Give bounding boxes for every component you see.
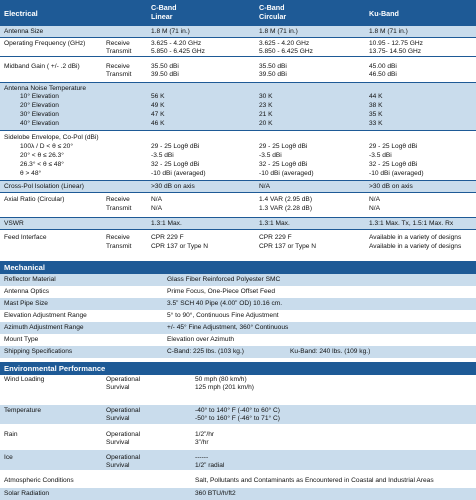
value-c3: 1.3:1 Max. Tx, 1.5:1 Max. Rx <box>369 220 454 227</box>
value-c3: 32 - 25 Logθ dBi <box>369 161 418 168</box>
value-c1: 1.8 M (71 in.) <box>151 28 190 35</box>
mechanical-header <box>0 261 476 274</box>
label: Midband Gain ( +/- .2 dBi) <box>4 63 80 70</box>
col-c-band-linear-1: C-Band <box>151 3 177 12</box>
label: VSWR <box>4 220 24 227</box>
value-c2-tx: 39.50 dBi <box>259 71 287 78</box>
col-ku-band: Ku-Band <box>369 9 399 18</box>
row-sidelobe-envelope <box>0 131 476 181</box>
electrical-header <box>0 0 476 26</box>
label: Azimuth Adjustment Range <box>4 324 84 331</box>
label: Antenna Optics <box>4 288 50 295</box>
value: 3.5” SCH 40 Pipe (4.00” OD) 10.16 cm. <box>167 300 283 307</box>
value-c1-tx: 5.850 - 6.425 GHz <box>151 48 205 55</box>
item-10: 10° Elevation <box>20 93 59 100</box>
value-c2-tx: 5.850 - 6.425 GHz <box>259 48 313 55</box>
sub-transmit: Transmit <box>106 48 132 55</box>
value-c1: -10 dBi (averaged) <box>151 170 206 177</box>
label: Temperature <box>4 407 42 414</box>
sub-operational: Operational <box>106 431 141 438</box>
value-c2: 20 K <box>259 120 273 127</box>
value-c2: 23 K <box>259 102 273 109</box>
value-c1: 49 K <box>151 102 165 109</box>
sub-operational: Operational <box>106 454 141 461</box>
value-c3-rx: 45.00 dBi <box>369 63 397 70</box>
row-rain <box>0 427 476 446</box>
row-antenna-size <box>0 26 476 38</box>
sub-receive: Receive <box>106 196 130 203</box>
value-c3: N/A <box>369 205 380 212</box>
row-ice <box>0 450 476 470</box>
value-c2: 1.3:1 Max. <box>259 220 290 227</box>
value-c1: N/A <box>151 205 162 212</box>
value-c1: N/A <box>151 196 162 203</box>
value-survival: 1/2” radial <box>195 462 225 469</box>
electrical-title: Electrical <box>4 9 38 18</box>
value: +/- 45° Fine Adjustment, 360° Continuous <box>167 324 289 331</box>
sub-transmit: Transmit <box>106 243 132 250</box>
row-antenna-optics <box>0 286 476 298</box>
row-wind-loading <box>0 375 476 394</box>
value-operational: 1/2”/hr <box>195 431 215 438</box>
value-c2: 21 K <box>259 111 273 118</box>
value-c3: >30 dB on axis <box>369 183 413 190</box>
label: Cross-Pol Isolation (Linear) <box>4 183 84 190</box>
value-c1: CPR 137 or Type N <box>151 243 209 250</box>
sub-survival: Survival <box>106 439 130 446</box>
col-c-band-linear-2: Linear <box>151 12 173 21</box>
label: Feed Interface <box>4 234 47 241</box>
value-ku-band: Ku-Band: 240 lbs. (109 kg.) <box>290 348 371 355</box>
label: Axial Ratio (Circular) <box>4 196 65 203</box>
mechanical-title: Mechanical <box>4 263 45 272</box>
value-c1: 56 K <box>151 93 165 100</box>
sub-receive: Receive <box>106 63 130 70</box>
row-feed-interface <box>0 230 476 257</box>
label: Solar Radiation <box>4 490 50 497</box>
row-noise-temperature <box>0 83 476 131</box>
label: Rain <box>4 431 18 438</box>
environmental-header <box>0 362 476 375</box>
value-c3: 44 K <box>369 93 383 100</box>
value: Salt, Pollutants and Contaminants as Encountered in Coastal and Industrial Areas <box>195 477 434 484</box>
value-c1: 32 - 25 Logθ dBi <box>151 161 200 168</box>
label: Mast Pipe Size <box>4 300 48 307</box>
value-c2: N/A <box>259 183 270 190</box>
value-c2: 32 - 25 Logθ dBi <box>259 161 308 168</box>
col-c-band-circular-2: Circular <box>259 12 287 21</box>
value-c1: 46 K <box>151 120 165 127</box>
value: 5° to 90°, Continuous Fine Adjustment <box>167 312 279 319</box>
item: 26.3° < θ ≤ 48° <box>20 161 64 168</box>
sub-transmit: Transmit <box>106 71 132 78</box>
value-c2-rx: 3.625 - 4.20 GHz <box>259 40 310 47</box>
environmental-title: Environmental Performance <box>4 364 106 373</box>
row-vswr <box>0 218 476 230</box>
row-mount-type <box>0 334 476 346</box>
row-axial-ratio <box>0 193 476 218</box>
label: Sidelobe Envelope, Co-Pol (dBi) <box>4 134 99 141</box>
row-elevation-adjustment <box>0 310 476 322</box>
value-c2: 1.4 VAR (2.95 dB) <box>259 196 313 203</box>
row-mast-pipe-size <box>0 298 476 310</box>
value-c1: 1.3:1 Max. <box>151 220 182 227</box>
value-c2: 1.3 VAR (2.28 dB) <box>259 205 313 212</box>
value: 360 BTU/h/ft2 <box>195 490 236 497</box>
value-c3: 33 K <box>369 120 383 127</box>
value-c1: >30 dB on axis <box>151 183 195 190</box>
value-survival: 3”/hr <box>195 439 209 446</box>
value-c3: 38 K <box>369 102 383 109</box>
value-c2: 30 K <box>259 93 273 100</box>
value-survival: -50° to 160° F (-46° to 71° C) <box>195 415 280 422</box>
value: Elevation over Azimuth <box>167 336 235 343</box>
value-c1: 29 - 25 Logθ dBi <box>151 143 200 150</box>
label: Antenna Noise Temperature <box>4 85 86 92</box>
value-c3: -10 dBi (averaged) <box>369 170 424 177</box>
sub-operational: Operational <box>106 376 141 383</box>
row-atmospheric <box>0 475 476 487</box>
value-c1-rx: 3.625 - 4.20 GHz <box>151 40 202 47</box>
value-c3-tx: 13.75- 14.50 GHz <box>369 48 422 55</box>
value-operational: ------ <box>195 454 209 461</box>
value-survival: 125 mph (201 km/h) <box>195 384 255 391</box>
value-c3: 1.8 M (71 in.) <box>369 28 408 35</box>
value-c2: -3.5 dBi <box>259 152 282 159</box>
sub-receive: Receive <box>106 234 130 241</box>
value-c3: Available in a variety of designs <box>369 234 462 241</box>
value-c1-rx: 35.50 dBi <box>151 63 179 70</box>
item-30: 30° Elevation <box>20 111 59 118</box>
item-20: 20° Elevation <box>20 102 59 109</box>
label: Ice <box>4 454 13 461</box>
value-c3-tx: 46.50 dBi <box>369 71 397 78</box>
item-40: 40° Elevation <box>20 120 59 127</box>
value-c3: -3.5 dBi <box>369 152 392 159</box>
item: 100λ / D < θ ≤ 20° <box>20 143 73 150</box>
value-c3: Available in a variety of designs <box>369 243 462 250</box>
value-c3: 35 K <box>369 111 383 118</box>
value-c2-rx: 35.50 dBi <box>259 63 287 70</box>
value-c-band: C-Band: 225 lbs. (103 kg.) <box>167 348 244 355</box>
value-c3-rx: 10.95 - 12.75 GHz <box>369 40 423 47</box>
value-c1-tx: 39.50 dBi <box>151 71 179 78</box>
col-c-band-circular-1: C-Band <box>259 3 285 12</box>
label: Elevation Adjustment Range <box>4 312 87 319</box>
row-midband-gain <box>0 57 476 83</box>
sub-operational: Operational <box>106 407 141 414</box>
label: Wind Loading <box>4 376 45 383</box>
row-shipping <box>0 346 476 358</box>
value-c2: 29 - 25 Logθ dBi <box>259 143 308 150</box>
label: Operating Frequency (GHz) <box>4 40 86 47</box>
value-c2: 1.8 M (71 in.) <box>259 28 298 35</box>
value-c1: 47 K <box>151 111 165 118</box>
value-c2: CPR 137 or Type N <box>259 243 317 250</box>
value: Glass Fiber Reinforced Polyester SMC <box>167 276 281 283</box>
value-c1: -3.5 dBi <box>151 152 174 159</box>
item: θ > 48° <box>20 170 42 177</box>
sub-survival: Survival <box>106 462 130 469</box>
sub-survival: Survival <box>106 415 130 422</box>
label: Shipping Specifications <box>4 348 73 355</box>
row-cross-pol <box>0 181 476 193</box>
row-reflector-material <box>0 274 476 286</box>
label: Reflector Material <box>4 276 56 283</box>
value-c3: 29 - 25 Logθ dBi <box>369 143 418 150</box>
value-operational: -40° to 140° F (-40° to 60° C) <box>195 407 280 414</box>
row-operating-frequency <box>0 38 476 57</box>
item: 20° < θ ≤ 26.3° <box>20 152 64 159</box>
value-operational: 50 mph (80 km/h) <box>195 376 247 383</box>
label: Atmospheric Conditions <box>4 477 74 484</box>
sub-receive: Receive <box>106 40 130 47</box>
sub-transmit: Transmit <box>106 205 132 212</box>
value: Prime Focus, One-Piece Offset Feed <box>167 288 275 295</box>
value-c2: -10 dBi (averaged) <box>259 170 314 177</box>
row-temperature <box>0 405 476 424</box>
row-azimuth-adjustment <box>0 322 476 334</box>
value-c3: N/A <box>369 196 380 203</box>
sub-survival: Survival <box>106 384 130 391</box>
label: Antenna Size <box>4 28 44 35</box>
label: Mount Type <box>4 336 39 343</box>
row-solar-radiation <box>0 488 476 500</box>
value-c1: CPR 229 F <box>151 234 184 241</box>
value-c2: CPR 229 F <box>259 234 292 241</box>
